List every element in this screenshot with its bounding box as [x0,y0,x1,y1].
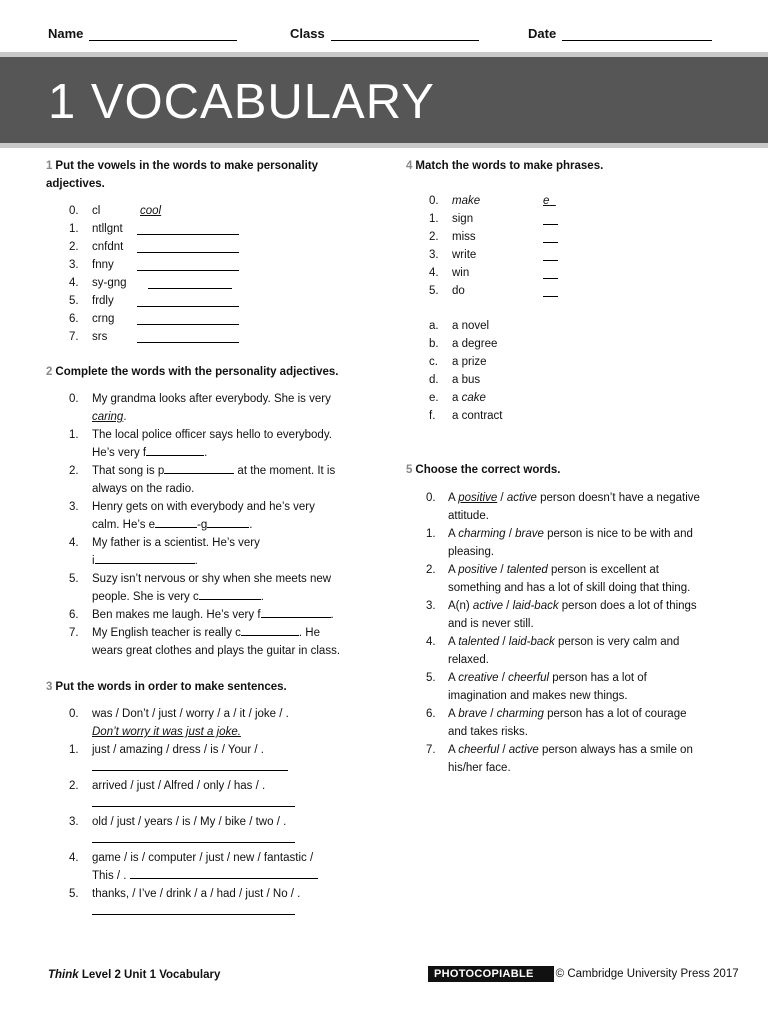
list-item [426,633,736,669]
item-text: A [448,708,459,720]
example-answer: caring [92,411,124,423]
item-word: miss [452,231,476,243]
option-two[interactable]: laid-back [512,600,559,612]
list-item [69,220,366,238]
item-text: A [448,672,459,684]
item-text: . [194,555,198,567]
item-number: 2. [69,241,79,253]
item-number: 6. [69,313,79,325]
item-phrase: a degree [452,338,498,350]
list-item [69,426,376,462]
item-number: 6. [426,708,436,720]
class-line[interactable] [331,27,479,41]
item-number: 2. [69,465,79,477]
answer-blank[interactable] [148,277,232,289]
list-item [429,192,736,210]
answer-blank[interactable] [146,444,204,456]
item-text: person is very calm and [554,636,680,648]
answer-blank[interactable] [92,759,288,771]
option-two[interactable]: charming [496,708,544,720]
item-text: -g [197,519,208,531]
class-label: Class [290,26,325,41]
option-separator: / [499,636,509,648]
exercise-5 [406,461,736,777]
item-letter: a. [429,320,439,332]
list-item [69,570,376,606]
exercise-1-instruction [46,157,366,193]
header-fields [0,26,768,50]
list-item [69,849,376,885]
item-number: 4. [69,537,79,549]
list-item [69,292,366,310]
item-text: and is never still. [448,618,534,630]
exercise-3-number: 3 [46,681,53,693]
item-word: crng [92,313,115,325]
list-item [69,606,376,624]
item-text: A [448,528,459,540]
item-text: person does a lot of things [558,600,697,612]
item-number: 4. [69,277,79,289]
option-two[interactable]: brave [515,528,544,540]
item-number: 2. [429,231,439,243]
item-number: 3. [426,600,436,612]
list-item [429,228,736,246]
answer-blank[interactable] [137,331,239,343]
list-item [69,498,376,534]
exercise-4-right-list [406,317,736,425]
item-text: relaxed. [448,654,489,666]
option-one[interactable]: talented [458,636,500,648]
option-one[interactable]: active [472,600,503,612]
item-text: his/her face. [448,762,511,774]
item-word: win [452,267,470,279]
item-text: A [448,492,459,504]
item-text: attitude. [448,510,489,522]
exercise-1-text: Put the vowels in the words to make personality adjectives. [46,160,319,190]
item-number: 0. [429,195,439,207]
item-text: people. She is very c [92,591,199,603]
class-field[interactable] [290,26,479,41]
answer-blank[interactable] [261,606,331,618]
item-text: . [260,591,264,603]
answer-blank[interactable] [137,259,239,271]
title-banner [0,52,768,148]
item-phrase [452,389,486,407]
item-number: 4. [426,636,436,648]
list-item [429,371,736,389]
example-answer: cool [140,205,162,217]
footer-copyright [428,966,739,982]
item-number: 5. [426,672,436,684]
exercise-2-number: 2 [46,366,53,378]
list-item [426,741,736,777]
answer-blank[interactable] [543,213,558,225]
list-item [429,246,736,264]
answer-blank[interactable] [92,903,295,915]
item-text: That song is p [92,465,165,477]
exercise-2-text: Complete the words with the personality adjectives. [55,366,339,378]
item-number: 1. [69,223,79,235]
item-number: 7. [69,627,79,639]
item-number: 2. [69,780,79,792]
exercise-5-text: Choose the correct words. [415,464,561,476]
answer-blank[interactable] [92,795,295,807]
item-number: 3. [69,259,79,271]
option-two[interactable]: laid-back [508,636,555,648]
example-answer-text: e [543,195,550,207]
answer-blank[interactable] [241,624,299,636]
answer-blank[interactable] [155,516,197,528]
exercise-1-list [46,202,366,346]
item-text: calm. He’s e [92,519,156,531]
answer-blank[interactable] [137,313,239,325]
item-text: . [123,411,127,423]
item-text: old / just / years / is / My / bike / two / . [92,816,287,828]
item-text: He’s very f [92,447,147,459]
list-item [69,390,376,426]
example-answer: Don’t worry it was just a joke. [92,726,241,738]
copyright-text: © Cambridge University Press 2017 [555,968,739,980]
item-text: person has a lot of courage [543,708,687,720]
exercise-2 [46,363,376,660]
option-two[interactable]: active [508,744,539,756]
item-text: just / amazing / dress / is / Your / . [92,744,264,756]
option-separator: / [497,492,507,504]
item-number: 0. [69,205,79,217]
exercise-4-number: 4 [406,160,413,172]
option-separator: / [497,564,507,576]
option-separator: / [498,672,509,684]
item-letter: f. [429,410,436,422]
list-item [429,353,736,371]
item-text: Ben makes me laugh. He’s very f [92,609,261,621]
list-item [69,741,376,777]
item-number: 5. [429,285,439,297]
page-title: 1 VOCABULARY [48,75,435,129]
item-letter: e. [429,392,439,404]
list-item [69,705,376,741]
item-text: person always has a smile on [538,744,693,756]
item-number: 3. [69,816,79,828]
exercise-2-instruction [46,363,376,381]
item-word: fnny [92,259,114,271]
item-text: My father is a scientist. He’s very [92,537,260,549]
item-word: cl [92,205,101,217]
list-item [69,462,376,498]
photocopiable-badge: PHOTOCOPIABLE [428,966,554,982]
exercise-4-text: Match the words to make phrases. [415,160,604,172]
item-text: A [448,636,459,648]
item-text: game / is / computer / just / new / fantastic / [92,852,314,864]
list-item [426,597,736,633]
item-word: frdly [92,295,114,307]
item-number: 6. [69,609,79,621]
item-number: 7. [69,331,79,343]
answer-blank[interactable] [543,231,558,243]
item-text: and takes risks. [448,726,528,738]
item-letter: c. [429,356,438,368]
answer-blank[interactable] [164,462,234,474]
item-number: 5. [69,888,79,900]
option-one[interactable]: positive [458,492,498,504]
item-text: . [330,609,334,621]
exercise-1 [46,157,366,346]
list-item [69,256,366,274]
list-item [426,489,736,525]
item-text: pleasing. [448,546,495,558]
item-number: 1. [429,213,439,225]
item-text: A [448,564,459,576]
item-text: thanks, / I’ve / drink / a / had / just / No / . [92,888,301,900]
name-field[interactable] [48,26,237,41]
item-number: 1. [69,429,79,441]
item-phrase: a contract [452,410,503,422]
item-text: . He [298,627,321,639]
exercise-5-instruction [406,461,736,479]
item-phrase-italic: cake [461,392,486,404]
exercise-4-instruction [406,157,736,175]
exercise-4 [406,157,736,425]
item-number: 1. [69,744,79,756]
item-text: A(n) [448,600,473,612]
option-one[interactable]: cheerful [458,744,500,756]
item-text: My grandma looks after everybody. She is very [92,393,331,405]
answer-blank[interactable] [543,285,558,297]
list-item [429,407,736,425]
answer-blank[interactable] [137,241,239,253]
footer-book-info [48,969,220,981]
list-item [69,624,376,660]
item-number: 0. [69,393,79,405]
date-label: Date [528,26,557,41]
exercise-3-list [46,705,376,921]
list-item [426,561,736,597]
item-text: person has a lot of [549,672,647,684]
item-text: Suzy isn’t nervous or shy when she meets new [92,573,332,585]
exercise-1-number: 1 [46,160,53,172]
item-text: i [92,555,95,567]
name-line[interactable] [89,27,237,41]
item-text: Henry gets on with everybody and he’s very [92,501,315,513]
list-item [69,310,366,328]
item-text: imagination and makes new things. [448,690,628,702]
name-label: Name [48,26,84,41]
option-one[interactable]: creative [458,672,499,684]
answer-blank[interactable] [199,588,261,600]
answer-blank[interactable] [207,516,249,528]
item-letter: b. [429,338,439,350]
exercise-3 [46,678,376,921]
list-item [429,282,736,300]
list-item [69,238,366,256]
option-two[interactable]: cheerful [508,672,550,684]
list-item [69,274,366,292]
item-phrase: a bus [452,374,481,386]
item-text: . [249,519,253,531]
exercise-3-text: Put the words in order to make sentences. [55,681,287,693]
option-one[interactable]: brave [458,708,488,720]
list-item [69,777,376,813]
list-item [429,317,736,335]
list-item [69,813,376,849]
item-text: at the moment. It is [234,465,336,477]
item-number: 4. [429,267,439,279]
option-one[interactable]: charming [458,528,506,540]
item-text: something and has a lot of skill doing that thing. [448,582,691,594]
item-text: person doesn’t have a negative [536,492,700,504]
item-phrase: a prize [452,356,487,368]
item-text: person is nice to be with and [543,528,693,540]
item-text: was / Don’t / just / worry / a / it / joke / . [92,708,289,720]
option-separator: / [505,528,516,540]
answer-blank[interactable] [543,267,558,279]
item-text: The local police officer says hello to everybody. [92,429,332,441]
list-item [429,264,736,282]
item-word: write [452,249,477,261]
exercise-3-instruction [46,678,376,696]
exercise-5-number: 5 [406,464,413,476]
answer-blank[interactable] [92,831,295,843]
list-item [429,210,736,228]
item-phrase-text: a [452,392,462,404]
item-word: srs [92,331,108,343]
item-word: do [452,285,465,297]
list-item [426,705,736,741]
list-item [69,885,376,921]
answer-blank[interactable] [95,552,195,564]
option-separator: / [499,744,509,756]
item-number: 0. [69,708,79,720]
exercise-2-list [46,390,376,660]
date-line[interactable] [562,27,712,41]
item-word: cnfdnt [92,241,124,253]
item-text: person is excellent at [547,564,659,576]
item-number: 3. [429,249,439,261]
item-letter: d. [429,374,439,386]
exercise-5-list [406,489,736,777]
item-text: A [448,744,459,756]
item-text: wears great clothes and plays the guitar in class. [92,645,341,657]
answer-blank[interactable] [137,295,239,307]
list-item [69,534,376,570]
item-text: This / . [92,870,130,882]
item-text: arrived / just / Alfred / only / has / . [92,780,266,792]
option-separator: / [502,600,513,612]
item-number: 3. [69,501,79,513]
date-field[interactable] [528,26,712,41]
option-two[interactable]: active [506,492,537,504]
answer-blank[interactable] [137,223,239,235]
item-word: sign [452,213,474,225]
item-number: 4. [69,852,79,864]
list-item [429,335,736,353]
list-item [426,669,736,705]
list-item [426,525,736,561]
item-text: My English teacher is really c [92,627,241,639]
item-word: ntllgnt [92,223,123,235]
footer-unit: Level 2 Unit 1 Vocabulary [78,969,221,981]
list-item [69,202,366,220]
item-number: 2. [426,564,436,576]
list-item [429,389,736,407]
list-item [69,328,366,346]
exercise-4-left-list [406,192,736,300]
item-number: 1. [426,528,436,540]
option-separator: / [487,708,497,720]
item-number: 0. [426,492,436,504]
example-answer: e_ [543,195,556,207]
item-number: 5. [69,573,79,585]
item-text: . [204,447,208,459]
option-one[interactable]: positive [458,564,498,576]
item-text: always on the radio. [92,483,195,495]
option-two[interactable]: talented [506,564,548,576]
answer-blank[interactable] [130,867,318,879]
footer-book: Think [48,969,79,981]
item-number: 5. [69,295,79,307]
answer-blank[interactable] [543,249,558,261]
item-word: make [452,195,481,207]
item-word: sy-gng [92,277,127,289]
item-phrase: a novel [452,320,490,332]
item-number: 7. [426,744,436,756]
